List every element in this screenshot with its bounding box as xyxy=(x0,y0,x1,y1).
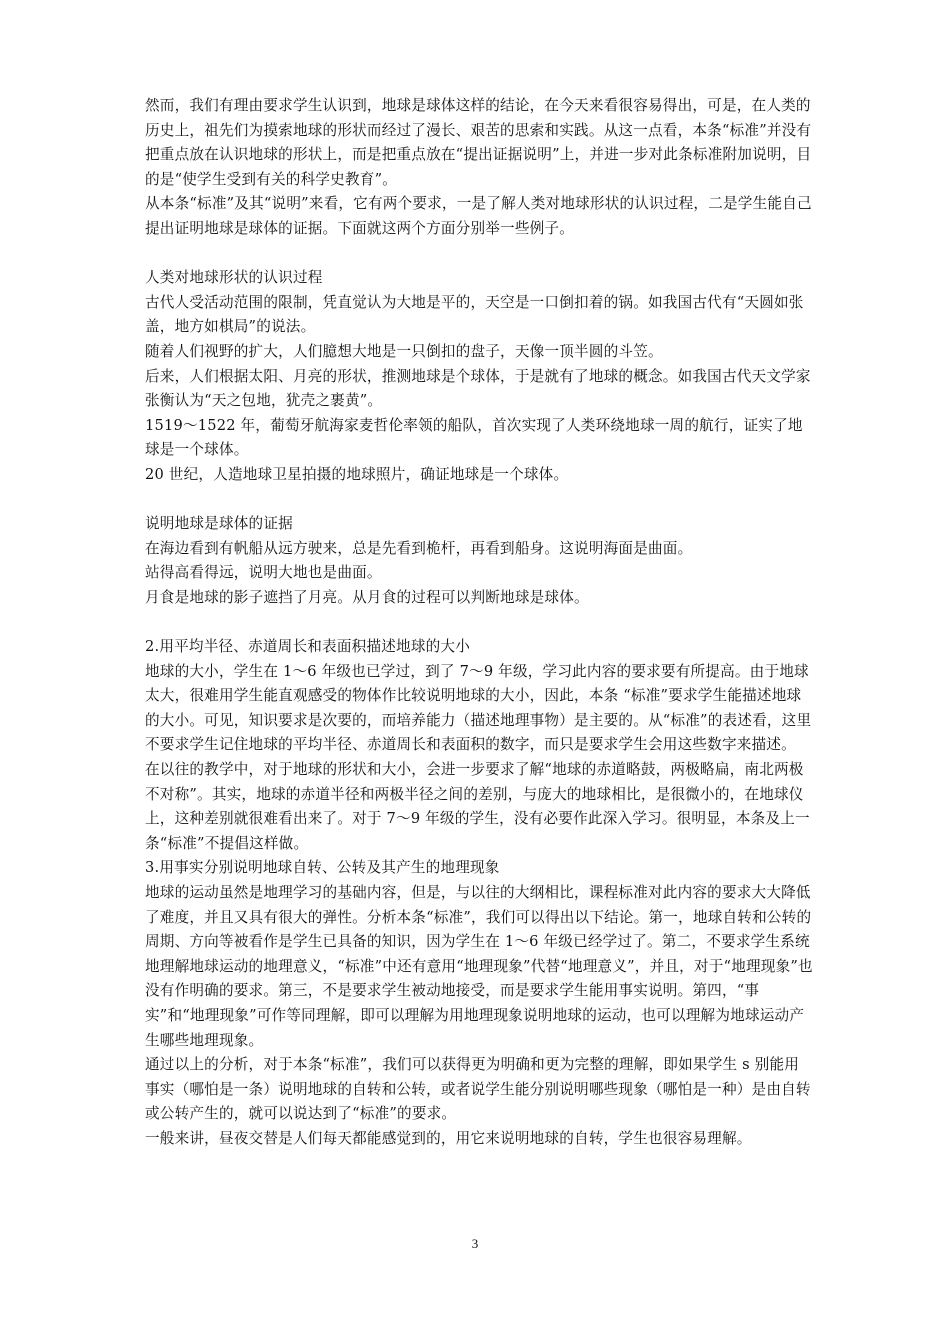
paragraph: 站得高看得远，说明大地也是曲面。 xyxy=(145,564,382,582)
paragraph: 从本条“标准”及其“说明”来看，它有两个要求，一是了解人类对地球形状的认识过程，二是学生能自己提出证明地球是球体的证据。下面就这两个方面分别举一些例子。 xyxy=(145,195,812,237)
paragraph: 月食是地球的影子遮挡了月亮。从月食的过程可以判断地球是球体。 xyxy=(145,588,589,606)
section-heading: 人类对地球形状的认识过程 xyxy=(145,269,323,287)
paragraph: 在海边看到有帆船从远方驶来，总是先看到桅杆，再看到船身。这说明海面是曲面。 xyxy=(145,539,693,557)
blank-line xyxy=(145,242,813,267)
paragraph: 地球的运动虽然是地理学习的基础内容，但是，与以往的大纲相比，课程标准对此内容的要求大大降低了难度，并且又具有很大的弹性。分析本条“标准”，我们可以得出以下结论。第一，地球自转和公转的周期、方向等被看作是学生已具备的知识，因为学生在 1～6 年级已经学过了。第二，不要求学生系统地理解地球运动的地理意义，“标准”中还有意用“地理现象”代替“地理意义”，并且，对于“地理现象”也没有作明确的要求。第三，不是要求学生被动地接受，而是要求学生能用事实说明。第四，“事实”和“地理现象”可作等同理解，即可以理解为用地理现象说明地球的运动，也可以理解为地球运动产生哪些地理现象。 xyxy=(145,884,813,1049)
paragraph: 后来，人们根据太阳、月亮的形状，推测地球是个球体，于是就有了地球的概念。如我国古代天文学家张衡认为“天之包地，犹壳之裹黄”。 xyxy=(145,367,811,410)
section-heading: 2.用平均半径、赤道周长和表面积描述地球的大小 xyxy=(145,638,470,656)
blank-line xyxy=(145,488,813,513)
paragraph: 地球的大小，学生在 1～6 年级也已学过，到了 7～9 年级，学习此内容的要求要有所提高。由于地球太大，很难用学生能直观感受的物体作比较说明地球的大小，因此，本条 “标准”要求学生能描述地球的大小。可见，知识要求是次要的，而培养能力（描述地理事物）是主要的。从“标准”的表述看，这里不要求学生记住地球的平均半径、赤道周长和表面积的数字，而只是要求学生会用这些数字来描述。 xyxy=(145,662,812,754)
section-heading: 说明地球是球体的证据 xyxy=(145,515,293,533)
paragraph: 1519～1522 年，葡萄牙航海家麦哲伦率领的船队，首次实现了人类环绕地球一周的航行，证实了地球是一个球体。 xyxy=(145,416,803,459)
paragraph: 20 世纪，人造地球卫星拍摄的地球照片，确证地球是一个球体。 xyxy=(145,465,569,483)
page-number: 3 xyxy=(471,1236,479,1251)
paragraph: 一般来讲，昼夜交替是人们每天都能感觉到的，用它来说明地球的自转，学生也很容易理解。 xyxy=(145,1129,752,1147)
section-heading: 3.用事实分别说明地球自转、公转及其产生的地理现象 xyxy=(145,859,500,877)
paragraph: 通过以上的分析，对于本条“标准”，我们可以获得更为明确和更为完整的理解，即如果学生 s 别能用事实（哪怕是一条）说明地球的自转和公转，或者说学生能分别说明哪些现象（哪怕是一种）是由自转或公转产生的，就可以说达到了“标准”的要求。 xyxy=(145,1056,811,1123)
paragraph: 然而，我们有理由要求学生认识到，地球是球体这样的结论，在今天来看很容易得出，可是，在人类的历史上，祖先们为摸索地球的形状而经过了漫长、艰苦的思索和实践。从这一点看，本条“标准”并没有把重点放在认识地球的形状上，而是把重点放在“提出证据说明”上，并进一步对此条标准附加说明，目的是“使学生受到有关的科学史教育”。 xyxy=(145,97,812,188)
blank-line xyxy=(145,610,813,635)
paragraph: 随着人们视野的扩大，人们臆想大地是一只倒扣的盘子，天像一顶半圆的斗笠。 xyxy=(145,342,663,360)
paragraph: 古代人受活动范围的限制，凭直觉认为大地是平的，天空是一口倒扣着的锅。如我国古代有“天圆如张盖，地方如棋局”的说法。 xyxy=(145,293,804,336)
document-body xyxy=(145,94,813,1152)
paragraph: 在以往的教学中，对于地球的形状和大小，会进一步要求了解“地球的赤道略鼓，两极略扁，南北两极不对称”。其实，地球的赤道半径和两极半径之间的差别，与庞大的地球相比，是很微小的，在地球仪上，这种差别就很难看出来了。对于 7～9 年级的学生，没有必要作此深入学习。很明显，本条及上一条“标准”不提倡这样做。 xyxy=(145,761,810,852)
